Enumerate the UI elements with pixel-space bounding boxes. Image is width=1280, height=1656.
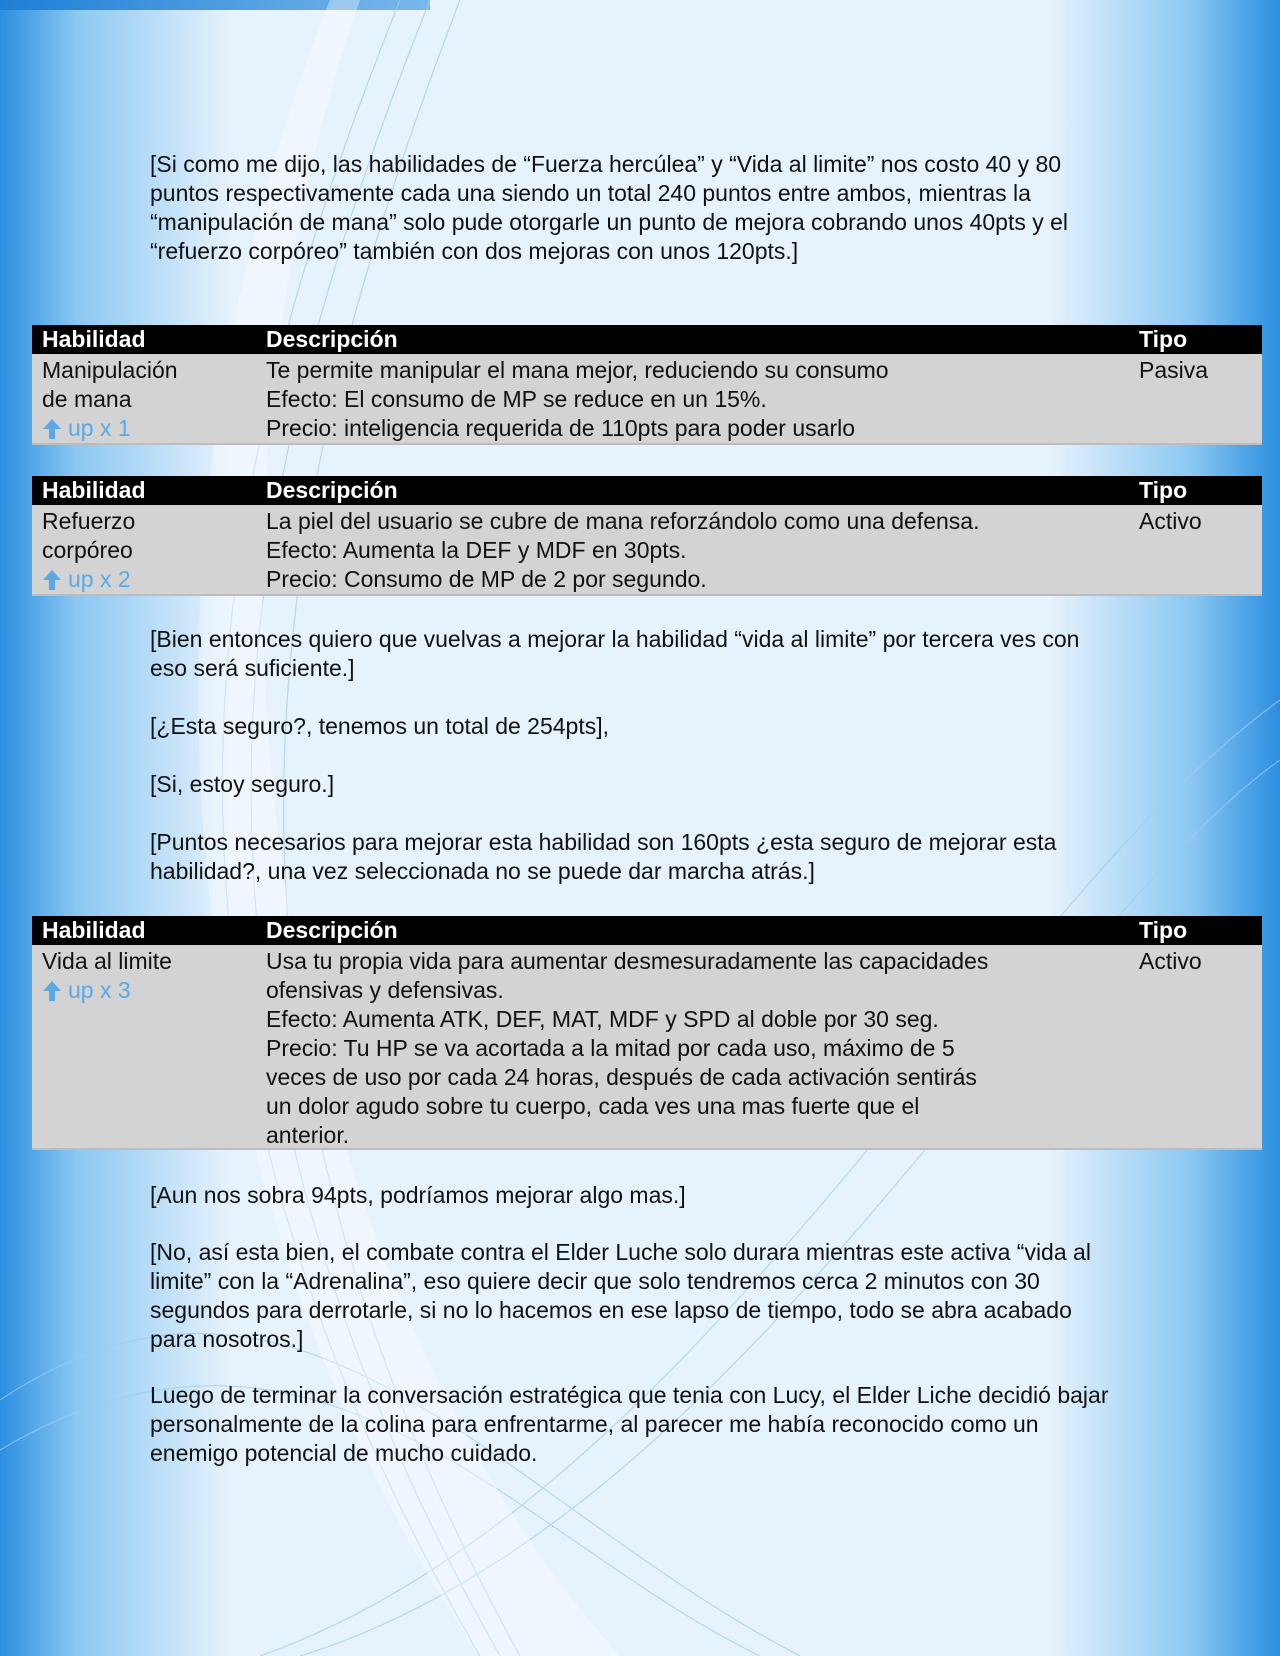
arrow-up-icon [42,418,62,440]
header-description: Descripción [266,477,398,503]
description-line: ofensivas y defensivas. [266,977,504,1003]
table-header [32,476,1262,505]
description-line: Precio: inteligencia requerida de 110pts para poder usarlo [266,415,856,441]
table-header [32,916,1262,945]
skill-name-cell [42,356,178,443]
paragraph: [Puntos necesarios para mejorar esta habilidad son 160pts ¿esta seguro de mejorar esta habilidad?, una vez seleccionada no se puede dar marcha atrás.] [150,829,1057,884]
description-line: Te permite manipular el mana mejor, reduciendo su consumo [266,357,889,383]
skill-table-vida-al-limite [32,916,1262,1150]
header-type: Tipo [1139,917,1188,943]
header-type: Tipo [1139,326,1188,352]
paragraph: [Si, estoy seguro.] [150,771,335,797]
header-skill: Habilidad [42,917,146,943]
table-header [32,325,1262,354]
arrow-up-icon [42,980,62,1002]
header-skill: Habilidad [42,326,146,352]
upgrade-level [42,414,178,443]
header-description: Descripción [266,326,398,352]
paragraph: [Bien entonces quiero que vuelvas a mejorar la habilidad “vida al limite” por tercera ves con eso será suficiente.] [150,626,1080,681]
arrow-up-icon [42,569,62,591]
description-line: anterior. [266,1122,350,1148]
description-line: La piel del usuario se cubre de mana reforzándolo como una defensa. [266,508,980,534]
header-description: Descripción [266,917,398,943]
upgrade-label: up x 1 [68,415,131,441]
skill-type: Activo [1139,508,1202,534]
skill-name: corpóreo [42,537,133,563]
skill-description-cell [266,356,889,443]
paragraph: [Si como me dijo, las habilidades de “Fuerza hercúlea” y “Vida al limite” nos costo 40 y 80 puntos respectivamente cada una siendo un total 240 puntos entre ambos, mientras la “manipulación de mana” solo pude otorgarle un punto de mejora cobrando unos 40pts y el “refuerzo corpóreo” también con dos mejoras con unos 120pts.] [150,151,1069,264]
header-skill: Habilidad [42,477,146,503]
upgrade-label: up x 2 [68,566,131,592]
paragraph: [No, así esta bien, el combate contra el Elder Luche solo durara mientras este activa “vida al limite” con la “Adrenalina”, eso quiere decir que solo tendremos cerca 2 minutos con 30 segundos para derrotarle, si no lo hacemos en ese lapso de tiempo, todo se abra acabado para nosotros.] [150,1239,1091,1352]
description-line: un dolor agudo sobre tu cuerpo, cada ves una mas fuerte que el [266,1093,920,1119]
skill-name-cell [42,947,172,1005]
description-line: Precio: Consumo de MP de 2 por segundo. [266,566,707,592]
upgrade-level [42,976,172,1005]
description-line: Efecto: Aumenta ATK, DEF, MAT, MDF y SPD al doble por 30 seg. [266,1006,939,1032]
skill-name-cell [42,507,135,594]
skill-table-manipulacion [32,325,1262,445]
upgrade-level [42,565,135,594]
header-type: Tipo [1139,477,1188,503]
skill-description-cell [266,947,988,1150]
skill-description-cell [266,507,979,594]
skill-type: Pasiva [1139,357,1209,383]
description-line: Precio: Tu HP se va acortada a la mitad por cada uso, máximo de 5 [266,1035,955,1061]
paragraph: [¿Esta seguro?, tenemos un total de 254pts], [150,713,610,739]
skill-name: Refuerzo [42,508,136,534]
skill-table-refuerzo [32,476,1262,596]
skill-type: Activo [1139,948,1202,974]
paragraph: [Aun nos sobra 94pts, podríamos mejorar algo mas.] [150,1182,686,1208]
skill-name: Manipulación [42,357,178,383]
description-line: veces de uso por cada 24 horas, después de cada activación sentirás [266,1064,977,1090]
description-line: Usa tu propia vida para aumentar desmesuradamente las capacidades [266,948,989,974]
description-line: Efecto: El consumo de MP se reduce en un 15%. [266,386,767,412]
description-line: Efecto: Aumenta la DEF y MDF en 30pts. [266,537,687,563]
paragraph: Luego de terminar la conversación estratégica que tenia con Lucy, el Elder Liche decidió bajar personalmente de la colina para enfrentarme, al parecer me había reconocido como un enemigo potencial de mucho cuidado. [150,1382,1109,1466]
skill-name: de mana [42,386,132,412]
upgrade-label: up x 3 [68,977,131,1003]
skill-name: Vida al limite [42,948,172,974]
